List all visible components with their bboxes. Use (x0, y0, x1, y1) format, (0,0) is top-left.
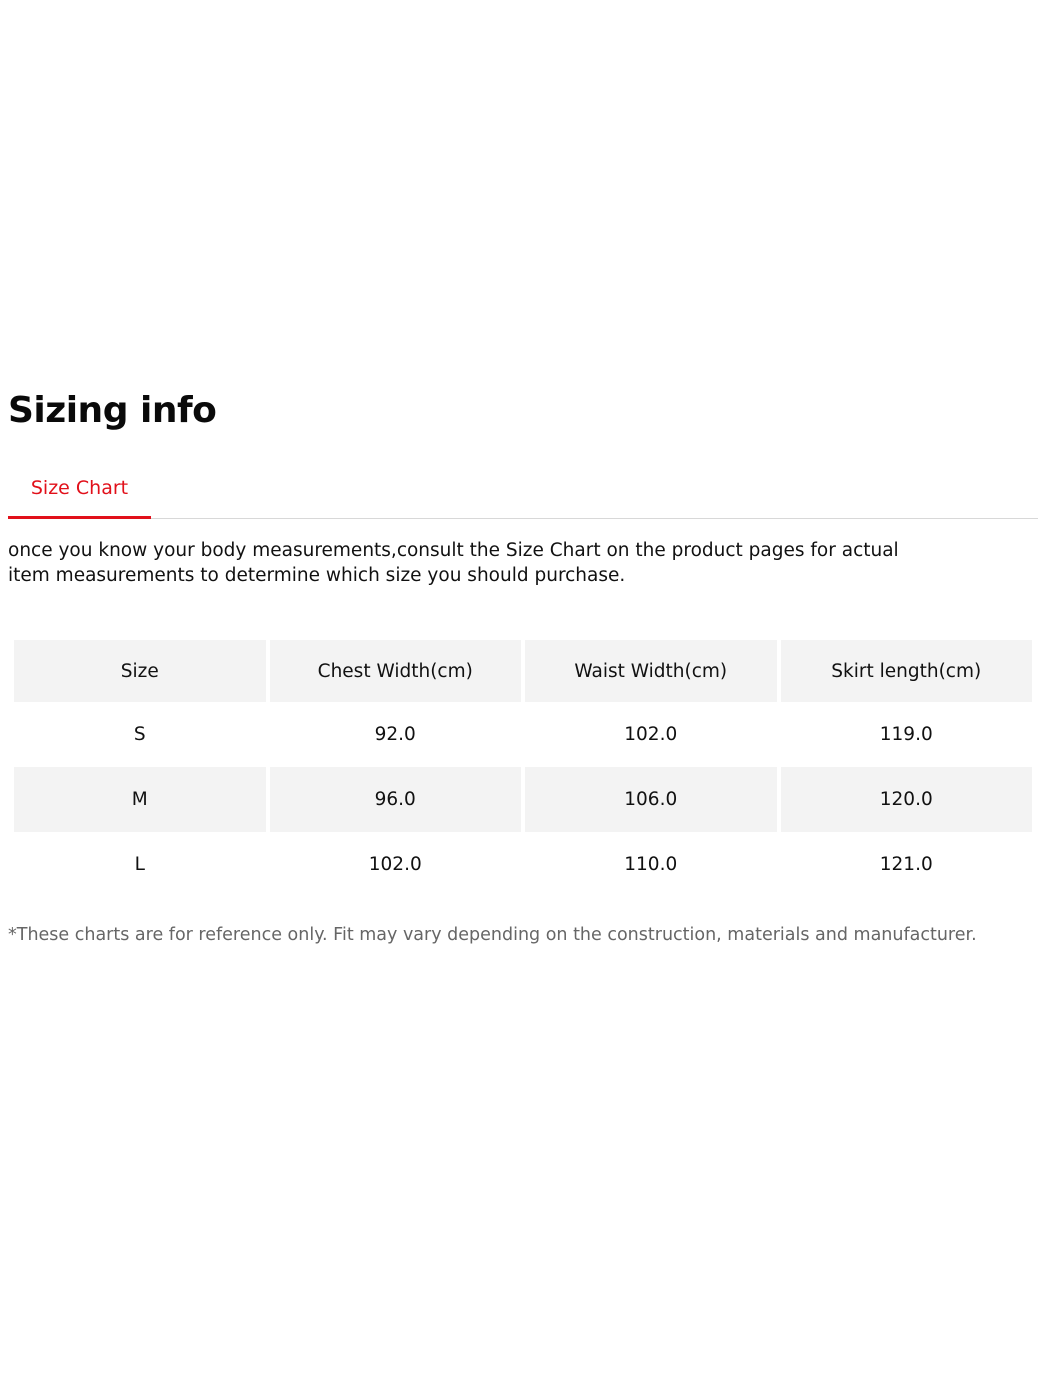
table-cell-skirt-length: 121.0 (879, 854, 933, 875)
tab-size-chart[interactable]: Size Chart (8, 470, 151, 519)
table-cell-chest-width: 92.0 (374, 724, 416, 745)
table-cell-waist-width: 110.0 (624, 854, 678, 875)
page-title: Sizing info (8, 390, 217, 431)
table-row (14, 832, 1032, 897)
table-cell-size: S (133, 724, 146, 745)
table-row (14, 702, 1032, 767)
table-cell-waist-width: 102.0 (624, 724, 678, 745)
column-header-size: Size (14, 640, 266, 702)
table-cell-skirt-length: 120.0 (781, 767, 1033, 832)
table-cell-waist-width: 106.0 (525, 767, 777, 832)
size-table (10, 640, 1036, 897)
column-header-skirt-length: Skirt length(cm) (781, 640, 1033, 702)
table-row (14, 767, 1032, 832)
table-header-row (14, 640, 1032, 702)
table-cell-chest-width: 102.0 (368, 854, 422, 875)
table-cell-skirt-length: 119.0 (879, 724, 933, 745)
column-header-waist-width: Waist Width(cm) (525, 640, 777, 702)
column-header-chest-width: Chest Width(cm) (270, 640, 522, 702)
table-cell-size: L (134, 854, 145, 875)
intro-text: once you know your body measurements,consult the Size Chart on the product pages for actual item measurements to determine which size you should purchase. (8, 540, 899, 586)
table-cell-chest-width: 96.0 (270, 767, 522, 832)
disclaimer-note: *These charts are for reference only. Fit may vary depending on the construction, materials and manufacturer. (8, 925, 977, 945)
tab-bar (8, 470, 1038, 519)
table-cell-size: M (14, 767, 266, 832)
